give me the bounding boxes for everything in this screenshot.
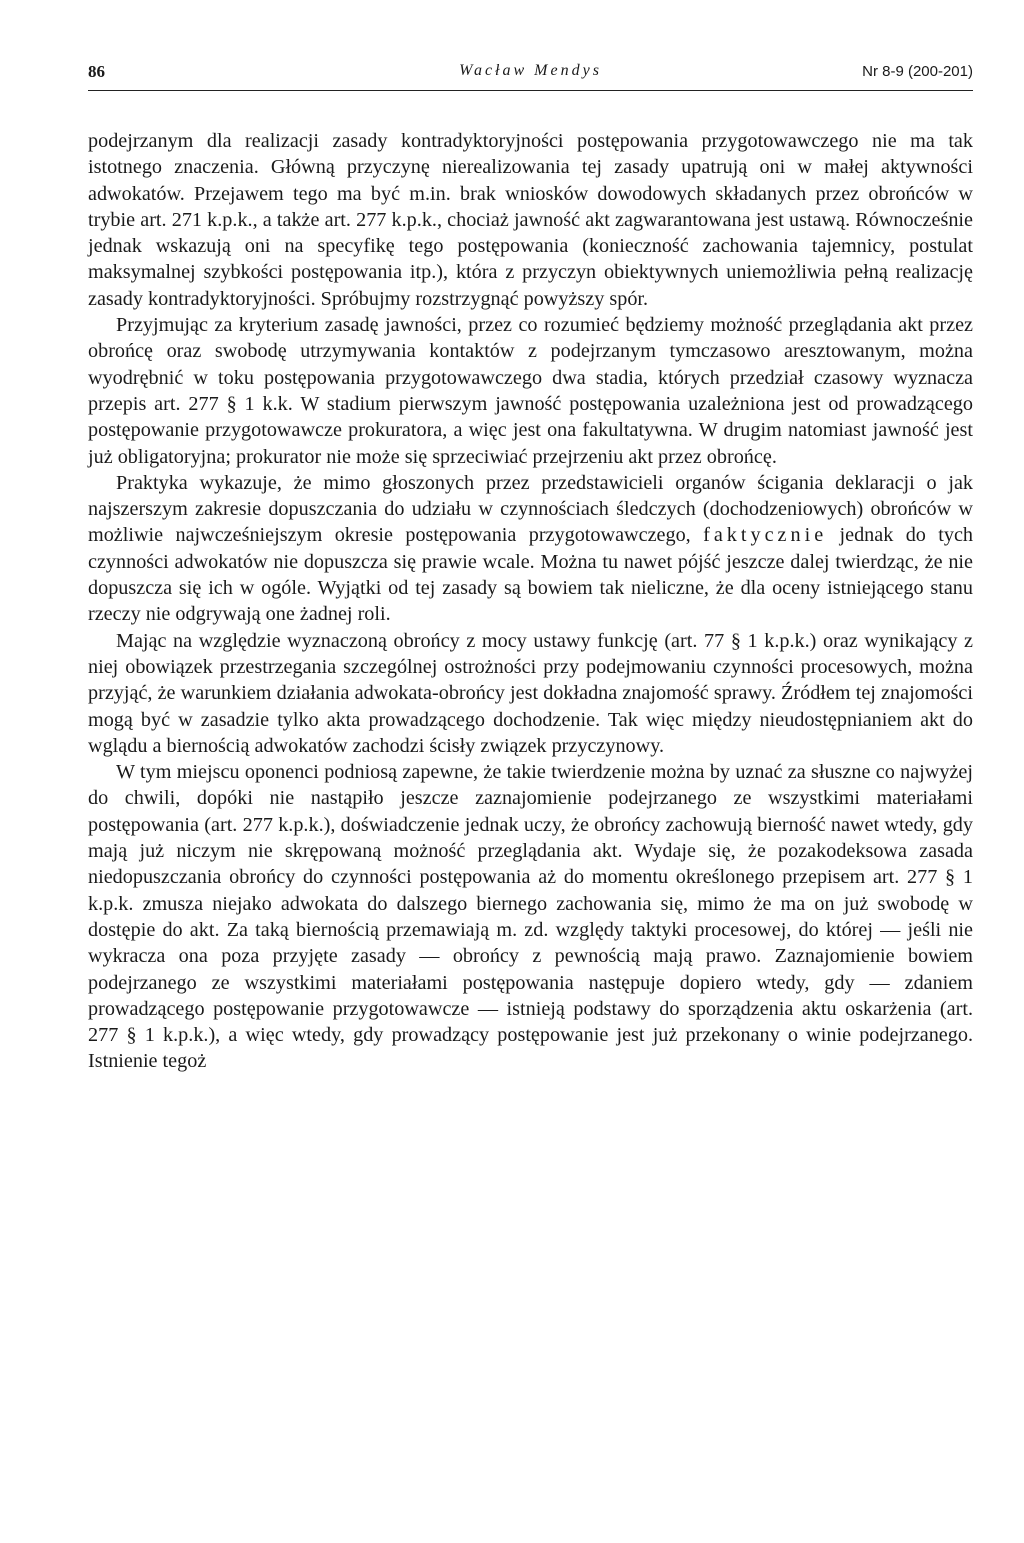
paragraph-3	[88, 470, 973, 628]
issue-number: Nr 8-9 (200-201)	[862, 63, 973, 80]
paragraph-1: podejrzanym dla realizacji zasady kontradyktoryjności postępowania przygotowawczego nie ma tak istotnego znaczenia. Główną przyczynę nierealizowania tej zasady upatrują oni w małej aktywności adwokatów. Przejawem tego ma być m.in. brak wniosków dowodowych składanych przez obrońców w trybie art. 271 k.p.k., a także art. 277 k.p.k., chociaż jawność akt zagwarantowana jest ustawą. Równocześnie jednak wskazują oni na specyfikę tego postępowania (konieczność zachowania tajemnicy, postulat maksymalnej szybkości postępowania itp.), która z przyczyn obiektywnych uniemożliwia pełną realizację zasady kontradyktoryjności. Spróbujmy rozstrzygnąć powyższy spór.	[88, 130, 973, 310]
paragraph-3-before: Praktyka wykazuje, że mimo głoszonych przez przedstawicieli organów ścigania deklaracji o jak najszerszym zakresie dopuszczania do udziału w czynnościach śledczych (dochodzeniowych) obrońców w możliwie najwcześniejszym okresie postępowania przygotowawczego,	[88, 471, 973, 547]
paragraph-4: Mając na względzie wyznaczoną obrońcy z mocy ustawy funkcję (art. 77 § 1 k.p.k.) oraz wynikający z niej obowiązek przestrzegania szczególnej ostrożności przy podejmowaniu czynności procesowych, można przyjąć, że warunkiem działania adwokata-obrońcy jest dokładna znajomość sprawy. Źródłem tej znajomości mogą być w zasadzie tylko akta prowadzącego dochodzenie. Tak więc między nieudostępnianiem akt do wglądu a biernością adwokatów zachodzi ścisły związek przyczynowy.	[88, 629, 973, 757]
paragraph-2: Przyjmując za kryterium zasadę jawności, przez co rozumieć będziemy możność przeglądania akt przez obrońcę oraz swobodę utrzymywania kontaktów z podejrzanym tymczasowo aresztowanym, można wyodrębnić w toku postępowania przygotowawczego dwa stadia, których przedział czasowy wyznacza przepis art. 277 § 1 k.k. W stadium pierwszym jawność postępowania uzależniona jest od prowadzącego postępowanie przygotowawcze prokuratora, a więc jest ona fakultatywna. W drugim natomiast jawność jest już obligatoryjna; prokurator nie może się sprzeciwiać przejrzeniu akt przez obrońcę.	[88, 314, 973, 468]
paragraph-5: W tym miejscu oponenci podniosą zapewne, że takie twierdzenie można by uznać za słuszne co najwyżej do chwili, dopóki nie nastąpiło jeszcze zaznajomienie podejrzanego ze wszystkimi materiałami postępowania (art. 277 k.p.k.), doświadczenie jednak uczy, że obrońcy zachowują bierność nawet wtedy, gdy mają już niczym nie skrępowaną możność przeglądania akt. Wydaje się, że pozakodeksowa zasada niedopuszczania obrońcy do czynności postępowania aż do momentu określonego przepisem art. 277 § 1 k.p.k. zmusza niejako adwokata do dalszego biernego zachowania się, mimo że ma on już swobodę w dostępie do akt. Za taką biernością przemawiają m. zd. względy taktyki procesowej, do której — jeśli nie wykracza ona poza przyjęte zasady — obrońcy z pewnością mają prawo. Zaznajomienie bowiem podejrzanego ze wszystkimi materiałami postępowania następuje dopiero wtedy, gdy — zdaniem prowadzącego postępowanie przygotowawcze — istnieją podstawy do sporządzenia aktu oskarżenia (art. 277 § 1 k.p.k.), a więc wtedy, gdy prowadzący postępowanie jest już przekonany o winie podejrzanego. Istnienie tegoż	[88, 761, 973, 1073]
running-header	[88, 60, 973, 91]
paragraph-3-after: jednak do tych czynności adwokatów nie dopuszcza się prawie wcale. Można tu nawet pójść jeszcze dalej twierdząc, że nie dopuszcza się ich w ogóle. Wyjątki od tej zasady są bowiem tak nieliczne, że dla oceny istniejącego stanu rzeczy nie odgrywają one żadnej roli.	[88, 524, 973, 626]
page-number: 86	[88, 62, 105, 81]
running-author: Wacław Mendys	[459, 62, 602, 79]
article-body	[88, 128, 973, 1075]
emphasis-faktycznie: faktycznie	[703, 524, 828, 547]
page	[88, 60, 973, 1075]
